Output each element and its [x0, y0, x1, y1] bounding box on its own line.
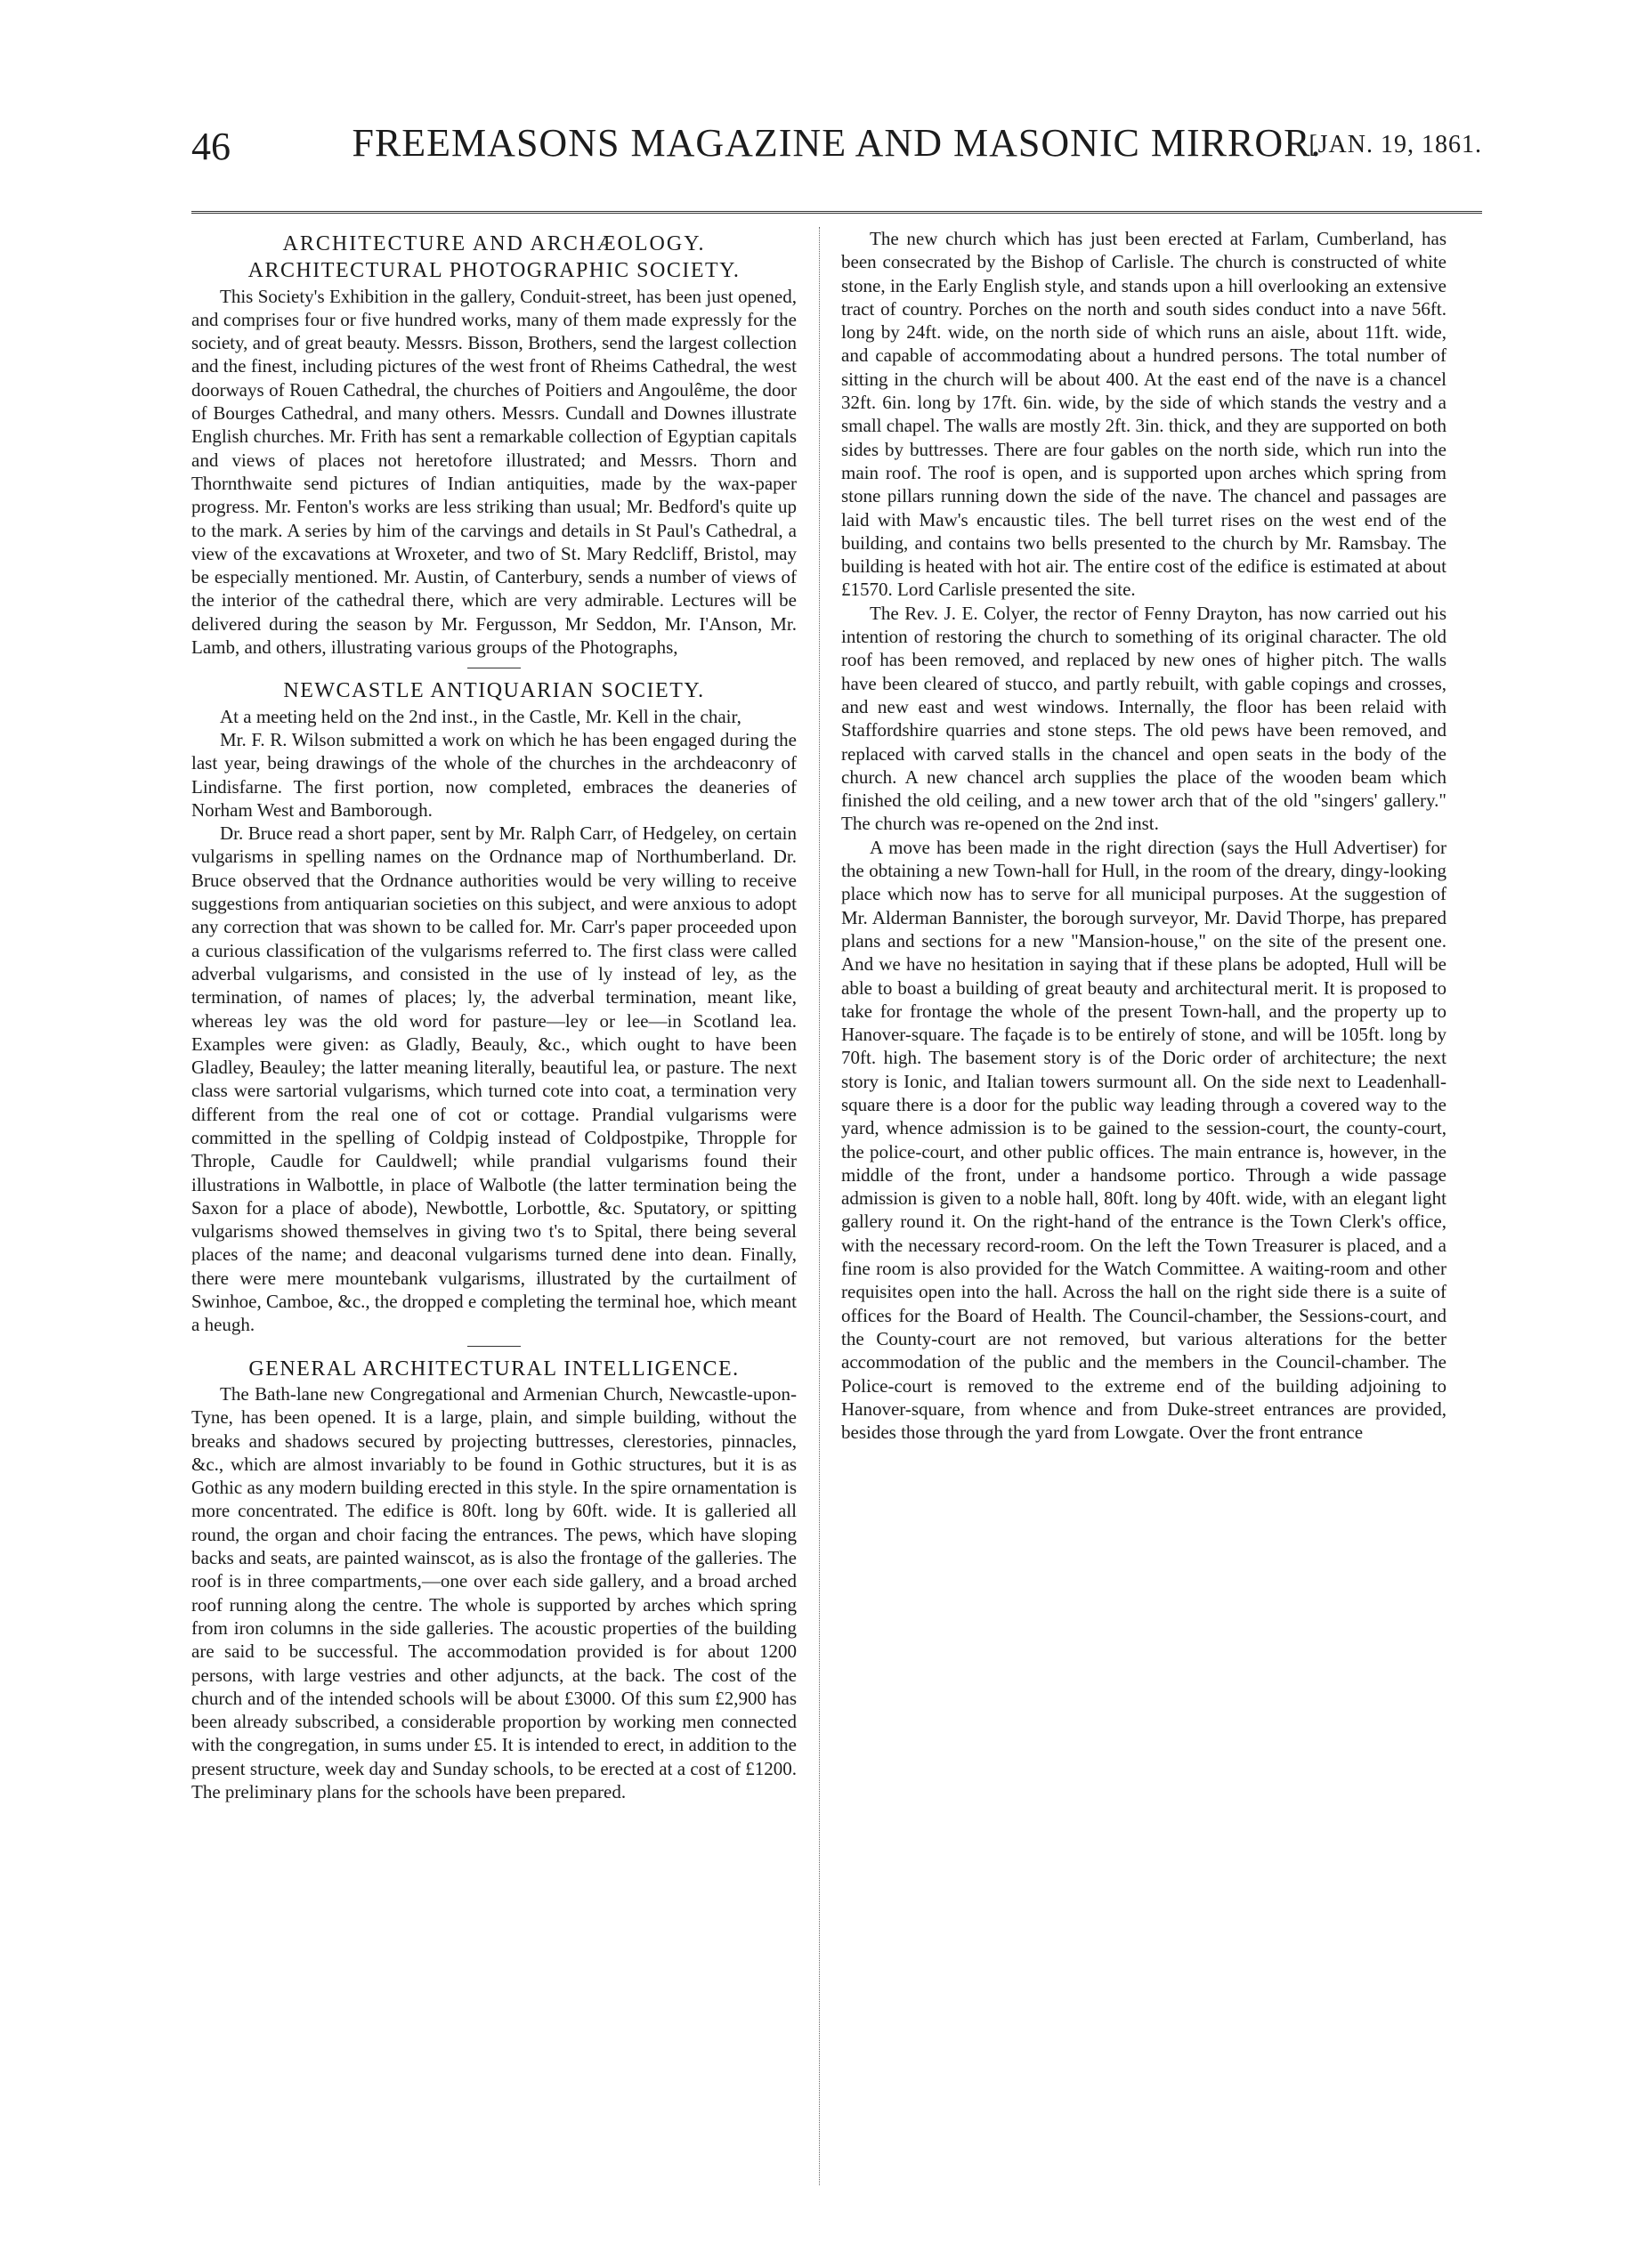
right-column	[841, 227, 1446, 1444]
running-title: FREEMASONS MAGAZINE AND MASONIC MIRROR.	[352, 121, 1322, 165]
issue-date: [JAN. 19, 1861.	[1309, 131, 1482, 158]
left-column	[191, 227, 797, 1803]
paragraph: At a meeting held on the 2nd inst., in the Castle, Mr. Kell in the chair,	[220, 705, 741, 727]
paragraph: The Bath-lane new Congregational and Armenian Church, Newcastle-upon-Tyne, has been opened. It is a large, plain, and simple building, without the breaks and shadows secured by projecting buttresses, clerestories, pinnacles, &c., which are almost invariably to be found in Gothic structures, but it is as Gothic as any modern building erected in this style. In the spire ornamentation is more concentrated. The edifice is 80ft. long by 60ft. wide. It is galleried all round, the organ and choir facing the entrances. The pews, which have sloping backs and seats, are painted wainscot, as is also the frontage of the galleries. The roof is in three compartments,—one over each side gallery, and a broad arched roof running along the centre. The whole is supported by arches which spring from iron columns in the side galleries. The acoustic properties of the building are said to be successful. The accommodation provided is for about 1200 persons, with large vestries and other adjuncts, at the back. The cost of the church and of the intended schools will be about £3000. Of this sum £2,900 has been already subscribed, a considerable proportion by working men connected with the congregation, in sums under £5. It is intended to erect, in addition to the present structure, week day and Sunday schools, to be erected at a cost of £1200. The preliminary plans for the schools have been prepared.	[191, 1382, 797, 1802]
section-divider	[467, 1346, 521, 1347]
section-title-newcastle-antiquarian: NEWCASTLE ANTIQUARIAN SOCIETY.	[283, 679, 705, 703]
page-header	[191, 111, 1482, 191]
section-title-general-intelligence: GENERAL ARCHITECTURAL INTELLIGENCE.	[248, 1357, 740, 1381]
paragraph: This Society's Exhibition in the gallery, Conduit-street, has been just opened, and comprises four or five hundred works, many of them made expressly for the society, and of great beauty. Messrs. Bisson, Brothers, send the largest collection and the finest, including pictures of the west front of Rheims Cathedral, the west doorways of Rouen Cathedral, the churches of Poitiers and Angoulême, the door of Bourges Cathedral, and many others. Messrs. Cundall and Downes illustrate English churches. Mr. Frith has sent a remarkable collection of Egyptian capitals and views of places not heretofore illustrated; and Messrs. Thorn and Thornthwaite send pictures of Indian antiquities, made by the wax-paper progress. Mr. Fenton's works are less striking than usual; Mr. Bedford's quite up to the mark. A series by him of the carvings and details in St Paul's Cathedral, a view of the excavations at Wroxeter, and two of St. Mary Redcliff, Bristol, may be especially mentioned. Mr. Austin, of Canterbury, sends a number of views of the interior of the cathedral there, which are very admirable. Lectures will be delivered during the season by Mr. Fergusson, Mr Seddon, Mr. I'Anson, Mr. Lamb, and others, illustrating various groups of the Photographs,	[191, 285, 797, 659]
paragraph: A move has been made in the right direction (says the Hull Advertiser) for the obtaining a new Town-hall for Hull, in the room of the dreary, dingy-looking place which now has to serve for all municipal purposes. At the suggestion of Mr. Alderman Bannister, the borough surveyor, Mr. David Thorpe, has prepared plans and sections for a new "Mansion-house," on the site of the present one. And we have no hesitation in saying that if these plans be adopted, Hull will be able to boast a building of great beauty and architectural merit. It is proposed to take for frontage the whole of the present Town-hall, and the property up to Hanover-square. The façade is to be entirely of stone, and will be 105ft. long by 70ft. high. The basement story is of the Doric order of architecture; the next story is Ionic, and Italian towers surmount all. On the side next to Leadenhall-square there is a door for the public way leading through a covered way to the yard, whence admission is to be gained to the session-court, the county-court, the police-court, and other public offices. The main entrance is, however, in the middle of the front, under a handsome portico. Through a wide passage admission is given to a noble hall, 80ft. long by 40ft. wide, with an elegant light gallery round it. On the right-hand of the entrance is the Town Clerk's office, with the necessary record-room. On the left the Town Treasurer is placed, and a fine room is also provided for the Watch Committee. A waiting-room and other requisites open into the hall. Across the hall on the right side there is a suite of offices for the Board of Health. The Council-chamber, the Sessions-court, and the County-court are not removed, but various alterations for the better accommodation of the public and the members in the Council-chamber. The Police-court is removed to the extreme end of the building adjoining to Hanover-square, from whence and from Duke-street entrances are provided, besides those through the yard from Lowgate. Over the front entrance	[841, 836, 1446, 1444]
header-rule	[191, 211, 1482, 214]
column-divider	[819, 227, 820, 2185]
page	[191, 111, 1482, 2185]
section-title-photographic-society: ARCHITECTURAL PHOTOGRAPHIC SOCIETY.	[247, 259, 741, 283]
page-number: 46	[191, 125, 231, 168]
paragraph: Dr. Bruce read a short paper, sent by Mr. Ralph Carr, of Hedgeley, on certain vulgarisms in spelling names on the Ordnance map of Northumberland. Dr. Bruce observed that the Ordnance authorities would be very willing to receive suggestions from antiquarian societies on this subject, and were anxious to adopt any correction that was shown to be called for. Mr. Carr's paper proceeded upon a curious classification of the vulgarisms referred to. The first class were called adverbal vulgarisms, and consisted in the use of ly instead of ley, as the termination, of names of places; ly, the adverbal termination, meant like, whereas ley was the old word for pasture—ley or lee—in Scotland lea. Examples were given: as Gladly, Beauly, &c., which ought to have been Gladley, Beauley; the latter meaning literally, beautiful lea, or pasture. The next class were sartorial vulgarisms, which turned cote into coat, a termination very different from the real one of cot or cottage. Prandial vulgarisms were committed in the spelling of Coldpig instead of Coldpostpike, Thropple for Throple, Caudle for Cauldwell; while prandial vulgarisms found their illustrations in Walbottle, in place of Walbotle (the latter termination being the Saxon for a place of abode), Newbottle, Lorbottle, &c. Sputatory, or spitting vulgarisms showed themselves in giving two t's to Spital, there being several places of the name; and deaconal vulgarisms turned dene into dean. Finally, there were mere mountebank vulgarisms, illustrated by the curtailment of Swinhoe, Camboe, &c., the dropped e completing the terminal hoe, which meant a heugh.	[191, 822, 797, 1336]
paragraph: Mr. F. R. Wilson submitted a work on which he has been engaged during the last year, being drawings of the whole of the churches in the archdeaconry of Lindisfarne. The first portion, now completed, embraces the deaneries of Norham West and Bamborough.	[191, 728, 797, 821]
paragraph: The Rev. J. E. Colyer, the rector of Fenny Drayton, has now carried out his intention of restoring the church to something of its original character. The old roof has been removed, and replaced by new ones of higher pitch. The walls have been cleared of stucco, and partly rebuilt, with gable copings and crosses, and new east and west windows. Internally, the floor has been relaid with Staffordshire quarries and stone steps. The old pews have been removed, and replaced with carved stalls in the chancel and open seats in the body of the church. A new chancel arch supplies the place of the wooden beam which finished the old ceiling, and a new tower arch that of the old "singers' gallery." The church was re-opened on the 2nd inst.	[841, 602, 1446, 835]
article-columns	[191, 227, 1482, 2185]
paragraph: The new church which has just been erected at Farlam, Cumberland, has been consecrated by the Bishop of Carlisle. The church is constructed of white stone, in the Early English style, and stands upon a hill overlooking an extensive tract of country. Porches on the north and south sides conduct into a nave 56ft. long by 24ft. wide, on the north side of which runs an aisle, about 11ft. wide, and capable of accommodating about a hundred persons. The total number of sitting in the church will be about 400. At the east end of the nave is a chancel 32ft. 6in. long by 17ft. 6in. wide, by the side of which stands the vestry and a small chapel. The walls are mostly 2ft. 3in. thick, and they are supported on both sides by buttresses. There are four gables on the north side, which run into the main roof. The roof is open, and is supported upon arches which spring from stone pillars running down the side of the nave. The chancel and passages are laid with Maw's encaustic tiles. The bell turret rises on the west end of the building, and contains two bells presented to the church by Mr. Ramsbay. The building is heated with hot air. The entire cost of the edifice is estimated at about £1570. Lord Carlisle presented the site.	[841, 228, 1446, 601]
main-heading: ARCHITECTURE AND ARCHÆOLOGY.	[282, 232, 706, 255]
